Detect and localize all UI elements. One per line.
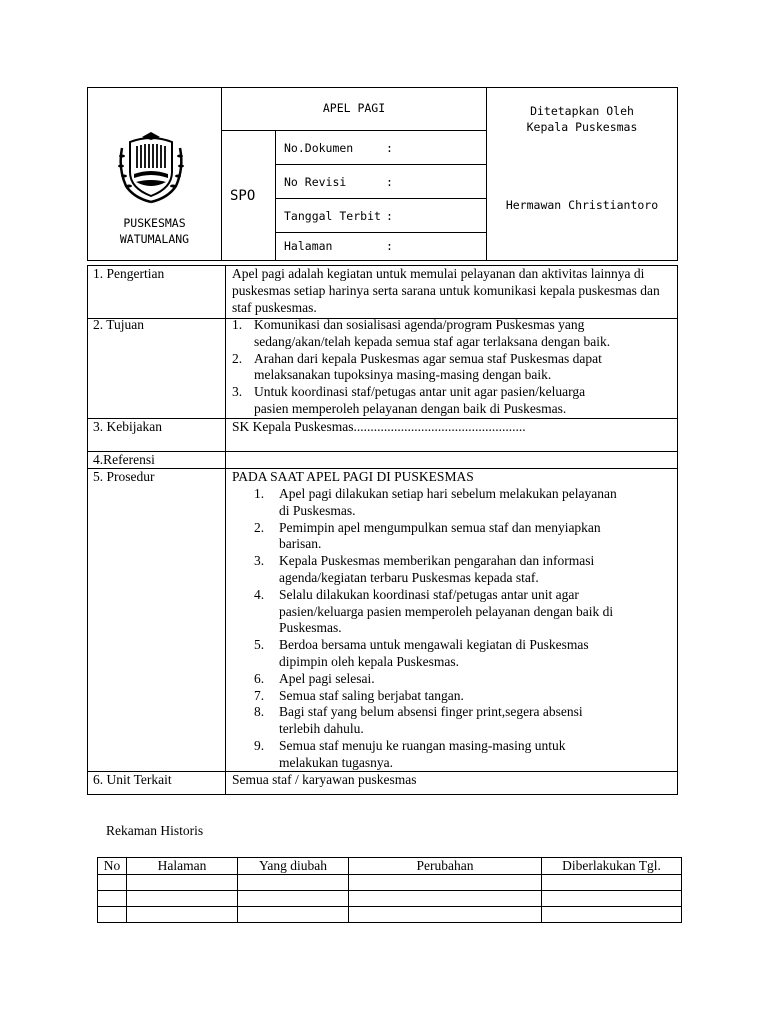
- tujuan-item: 3. Untuk koordinasi staf/petugas antar unit agar pasien/keluarga pasien memperoleh pelayanan dengan baik di Puskesmas.: [232, 384, 586, 416]
- pengertian-label: 1. Pengertian: [93, 266, 165, 281]
- history-title: Rekaman Historis: [106, 823, 204, 838]
- history-col-yang-diubah: Yang diubah: [238, 858, 349, 875]
- table-row: [98, 907, 682, 923]
- history-col-diberlakukan: Diberlakukan Tgl.: [542, 858, 682, 875]
- field-halaman-sep: :: [386, 239, 393, 253]
- field-tanggal-terbit-label: Tanggal Terbit: [284, 209, 381, 223]
- tujuan-item: 2. Arahan dari kepala Puskesmas agar semua staf Puskesmas dapat melaksanakan tupoksinya masing-masing dengan baik.: [232, 350, 602, 383]
- field-tanggal-terbit-sep: :: [386, 209, 393, 223]
- prosedur-step: 9. Semua staf menuju ke ruangan masing-masing untuk melakukan tugasnya.: [254, 737, 566, 770]
- kebijakan-text: SK Kepala Puskesmas...................................................: [232, 419, 526, 434]
- kebijakan-label: 3. Kebijakan: [93, 419, 162, 434]
- tujuan-list: [232, 317, 672, 418]
- prosedur-step: 3. Kepala Puskesmas memberikan pengarahan dan informasi agenda/kegiatan terbaru Puskesmas kepada staf.: [254, 553, 595, 585]
- spo-label: SPO: [230, 188, 256, 204]
- referensi-label: 4.Referensi: [93, 452, 155, 467]
- prosedur-step: 6. Apel pagi selesai.: [254, 670, 375, 686]
- document-title: APEL PAGI: [322, 101, 386, 115]
- history-col-no: No: [98, 858, 127, 875]
- prosedur-step: 8. Bagi staf yang belum absensi finger print,segera absensi terlebih dahulu.: [254, 704, 583, 737]
- prosedur-step: 4. Selalu dilakukan koordinasi staf/petugas antar unit agar pasien/keluarga pasien memperoleh pelayanan dengan baik di Puskesmas.: [254, 586, 614, 636]
- prosedur-heading: PADA SAAT APEL PAGI DI PUSKESMAS: [232, 469, 474, 484]
- prosedur-step: 5. Berdoa bersama untuk mengawali kegiatan di Puskesmas dipimpin oleh kepala Puskesmas.: [254, 637, 589, 669]
- org-name-line2: WATUMALANG: [119, 232, 190, 246]
- prosedur-label: 5. Prosedur: [93, 469, 155, 484]
- field-no-dokumen-sep: :: [386, 141, 393, 155]
- signatory-name: Hermawan Christiantoro: [505, 198, 659, 212]
- history-col-perubahan: Perubahan: [349, 858, 542, 875]
- org-name-line1: PUSKESMAS: [123, 216, 186, 230]
- field-no-revisi-label: No Revisi: [284, 175, 347, 189]
- history-table: [97, 857, 682, 923]
- unit-terkait-text: Semua staf / karyawan puskesmas: [232, 772, 417, 787]
- tujuan-label: 2. Tujuan: [93, 317, 145, 332]
- table-row: [98, 875, 682, 891]
- prosedur-step: 2. Pemimpin apel mengumpulkan semua staf dan menyiapkan barisan.: [254, 519, 601, 552]
- prosedur-step: 1. Apel pagi dilakukan setiap hari sebelum melakukan pelayanan di Puskesmas.: [254, 486, 617, 518]
- prosedur-step: 7. Semua staf saling berjabat tangan.: [254, 687, 464, 703]
- table-row: [98, 891, 682, 907]
- pengertian-text: Apel pagi adalah kegiatan untuk memulai pelayanan dan aktivitas lainnya di puskesmas setiap harinya serta sarana untuk komunikasi kepala puskesmas dan staf puskesmas.: [232, 266, 660, 315]
- prosedur-list: [254, 486, 672, 772]
- tujuan-item: 1. Komunikasi dan sosialisasi agenda/program Puskesmas yang sedang/akan/telah kepada semua staf agar terlaksana dengan baik.: [232, 317, 611, 349]
- unit-terkait-label: 6. Unit Terkait: [93, 772, 172, 787]
- history-col-halaman: Halaman: [127, 858, 238, 875]
- puskesmas-logo: [116, 128, 186, 204]
- field-halaman-label: Halaman: [284, 239, 333, 253]
- field-no-revisi-sep: :: [386, 175, 393, 189]
- field-no-dokumen-label: No.Dokumen: [284, 141, 354, 155]
- approval-line2: Kepala Puskesmas: [526, 120, 638, 134]
- approval-line1: Ditetapkan Oleh: [530, 104, 634, 118]
